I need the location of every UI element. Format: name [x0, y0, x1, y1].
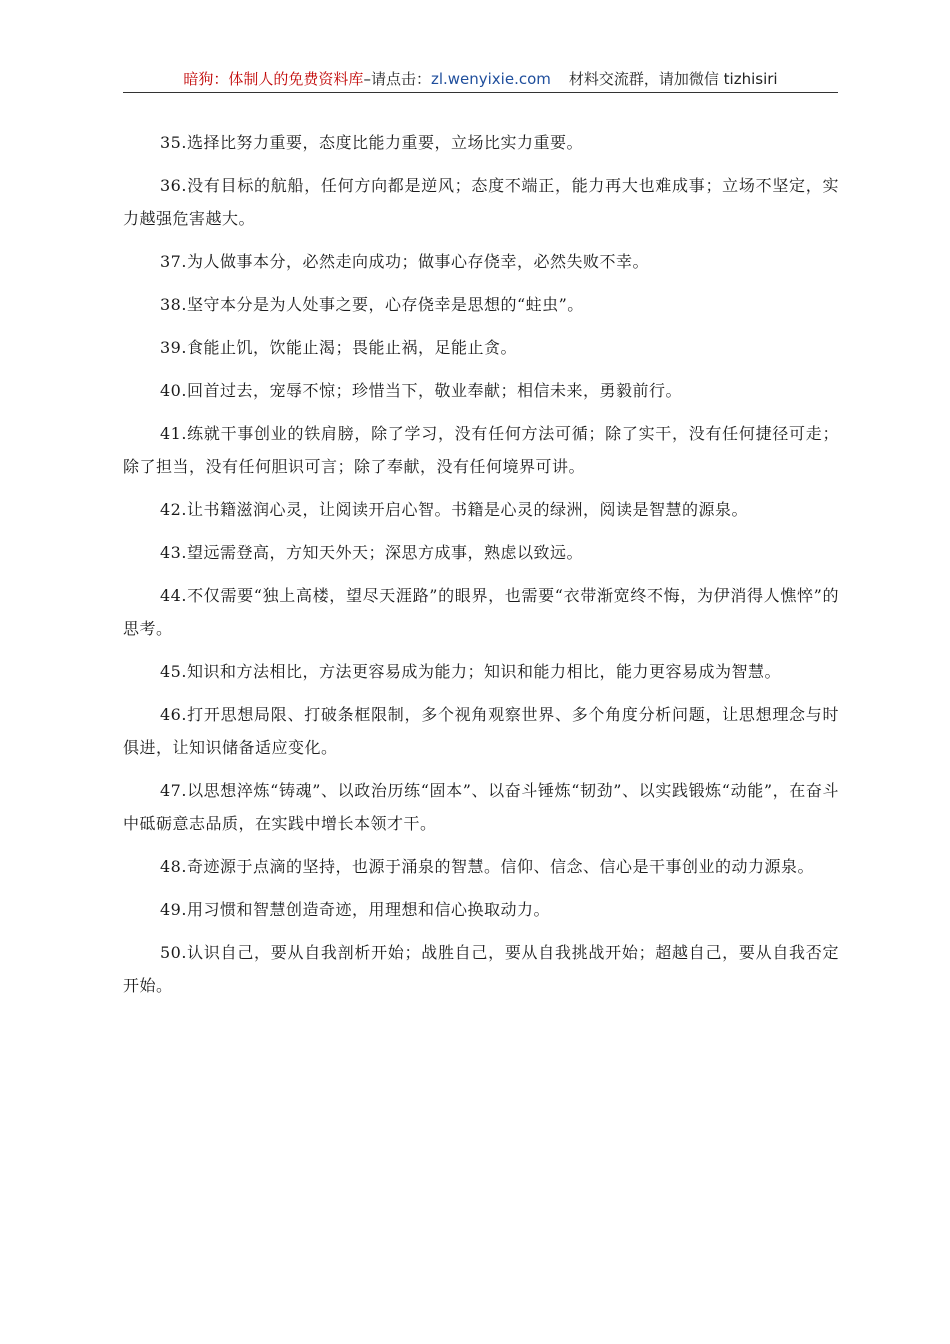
list-item: 38.坚守本分是为人处事之要，心存侥幸是思想的“蛀虫”。	[160, 295, 584, 314]
header-link[interactable]: zl.wenyixie.com	[430, 70, 551, 88]
page-header	[123, 66, 838, 93]
list-item: 40.回首过去，宠辱不惊；珍惜当下，敬业奉献；相信未来，勇毅前行。	[160, 381, 682, 400]
list-item: 47.以思想淬炼“铸魂”、以政治历练“固本”、以奋斗锤炼“韧劲”、以实践锻炼“动能”，在奋斗中砥砺意志品质，在实践中增长本领才干。	[123, 781, 839, 833]
list-item: 42.让书籍滋润心灵，让阅读开启心智。书籍是心灵的绿洲，阅读是智慧的源泉。	[160, 500, 748, 519]
list-item: 43.望远需登高，方知天外天；深思方成事，熟虑以致远。	[160, 543, 583, 562]
list-item: 45.知识和方法相比，方法更容易成为能力；知识和能力相比，能力更容易成为智慧。	[160, 662, 781, 681]
list-item: 48.奇迹源于点滴的坚持，也源于涌泉的智慧。信仰、信念、信心是干事创业的动力源泉。	[160, 857, 814, 876]
list-item: 41.练就干事创业的铁肩膀，除了学习，没有任何方法可循；除了实干，没有任何捷径可走；除了担当，没有任何胆识可言；除了奉献，没有任何境界可讲。	[123, 424, 839, 476]
list-item: 44.不仅需要“独上高楼，望尽天涯路”的眼界，也需要“衣带渐宽终不悔，为伊消得人憔悴”的思考。	[123, 586, 839, 638]
header-contact: 材料交流群，请加微信 tizhisiri	[568, 70, 778, 88]
list-item: 50.认识自己，要从自我剖析开始；战胜自己，要从自我挑战开始；超越自己，要从自我否定开始。	[123, 943, 839, 995]
header-cta: –请点击：	[363, 70, 431, 88]
document-body	[123, 126, 839, 1012]
list-item: 35.选择比努力重要，态度比能力重要，立场比实力重要。	[160, 133, 583, 152]
list-item: 49.用习惯和智慧创造奇迹，用理想和信心换取动力。	[160, 900, 550, 919]
list-item: 37.为人做事本分，必然走向成功；做事心存侥幸，必然失败不幸。	[160, 252, 649, 271]
list-item: 36.没有目标的航船，任何方向都是逆风；态度不端正，能力再大也难成事；立场不坚定，实力越强危害越大。	[123, 176, 839, 228]
list-item: 39.食能止饥，饮能止渴；畏能止祸，足能止贪。	[160, 338, 517, 357]
list-item: 46.打开思想局限、打破条框限制，多个视角观察世界、多个角度分析问题，让思想理念与时俱进，让知识储备适应变化。	[123, 705, 839, 757]
header-brand: 暗狗：体制人的免费资料库	[183, 70, 364, 88]
